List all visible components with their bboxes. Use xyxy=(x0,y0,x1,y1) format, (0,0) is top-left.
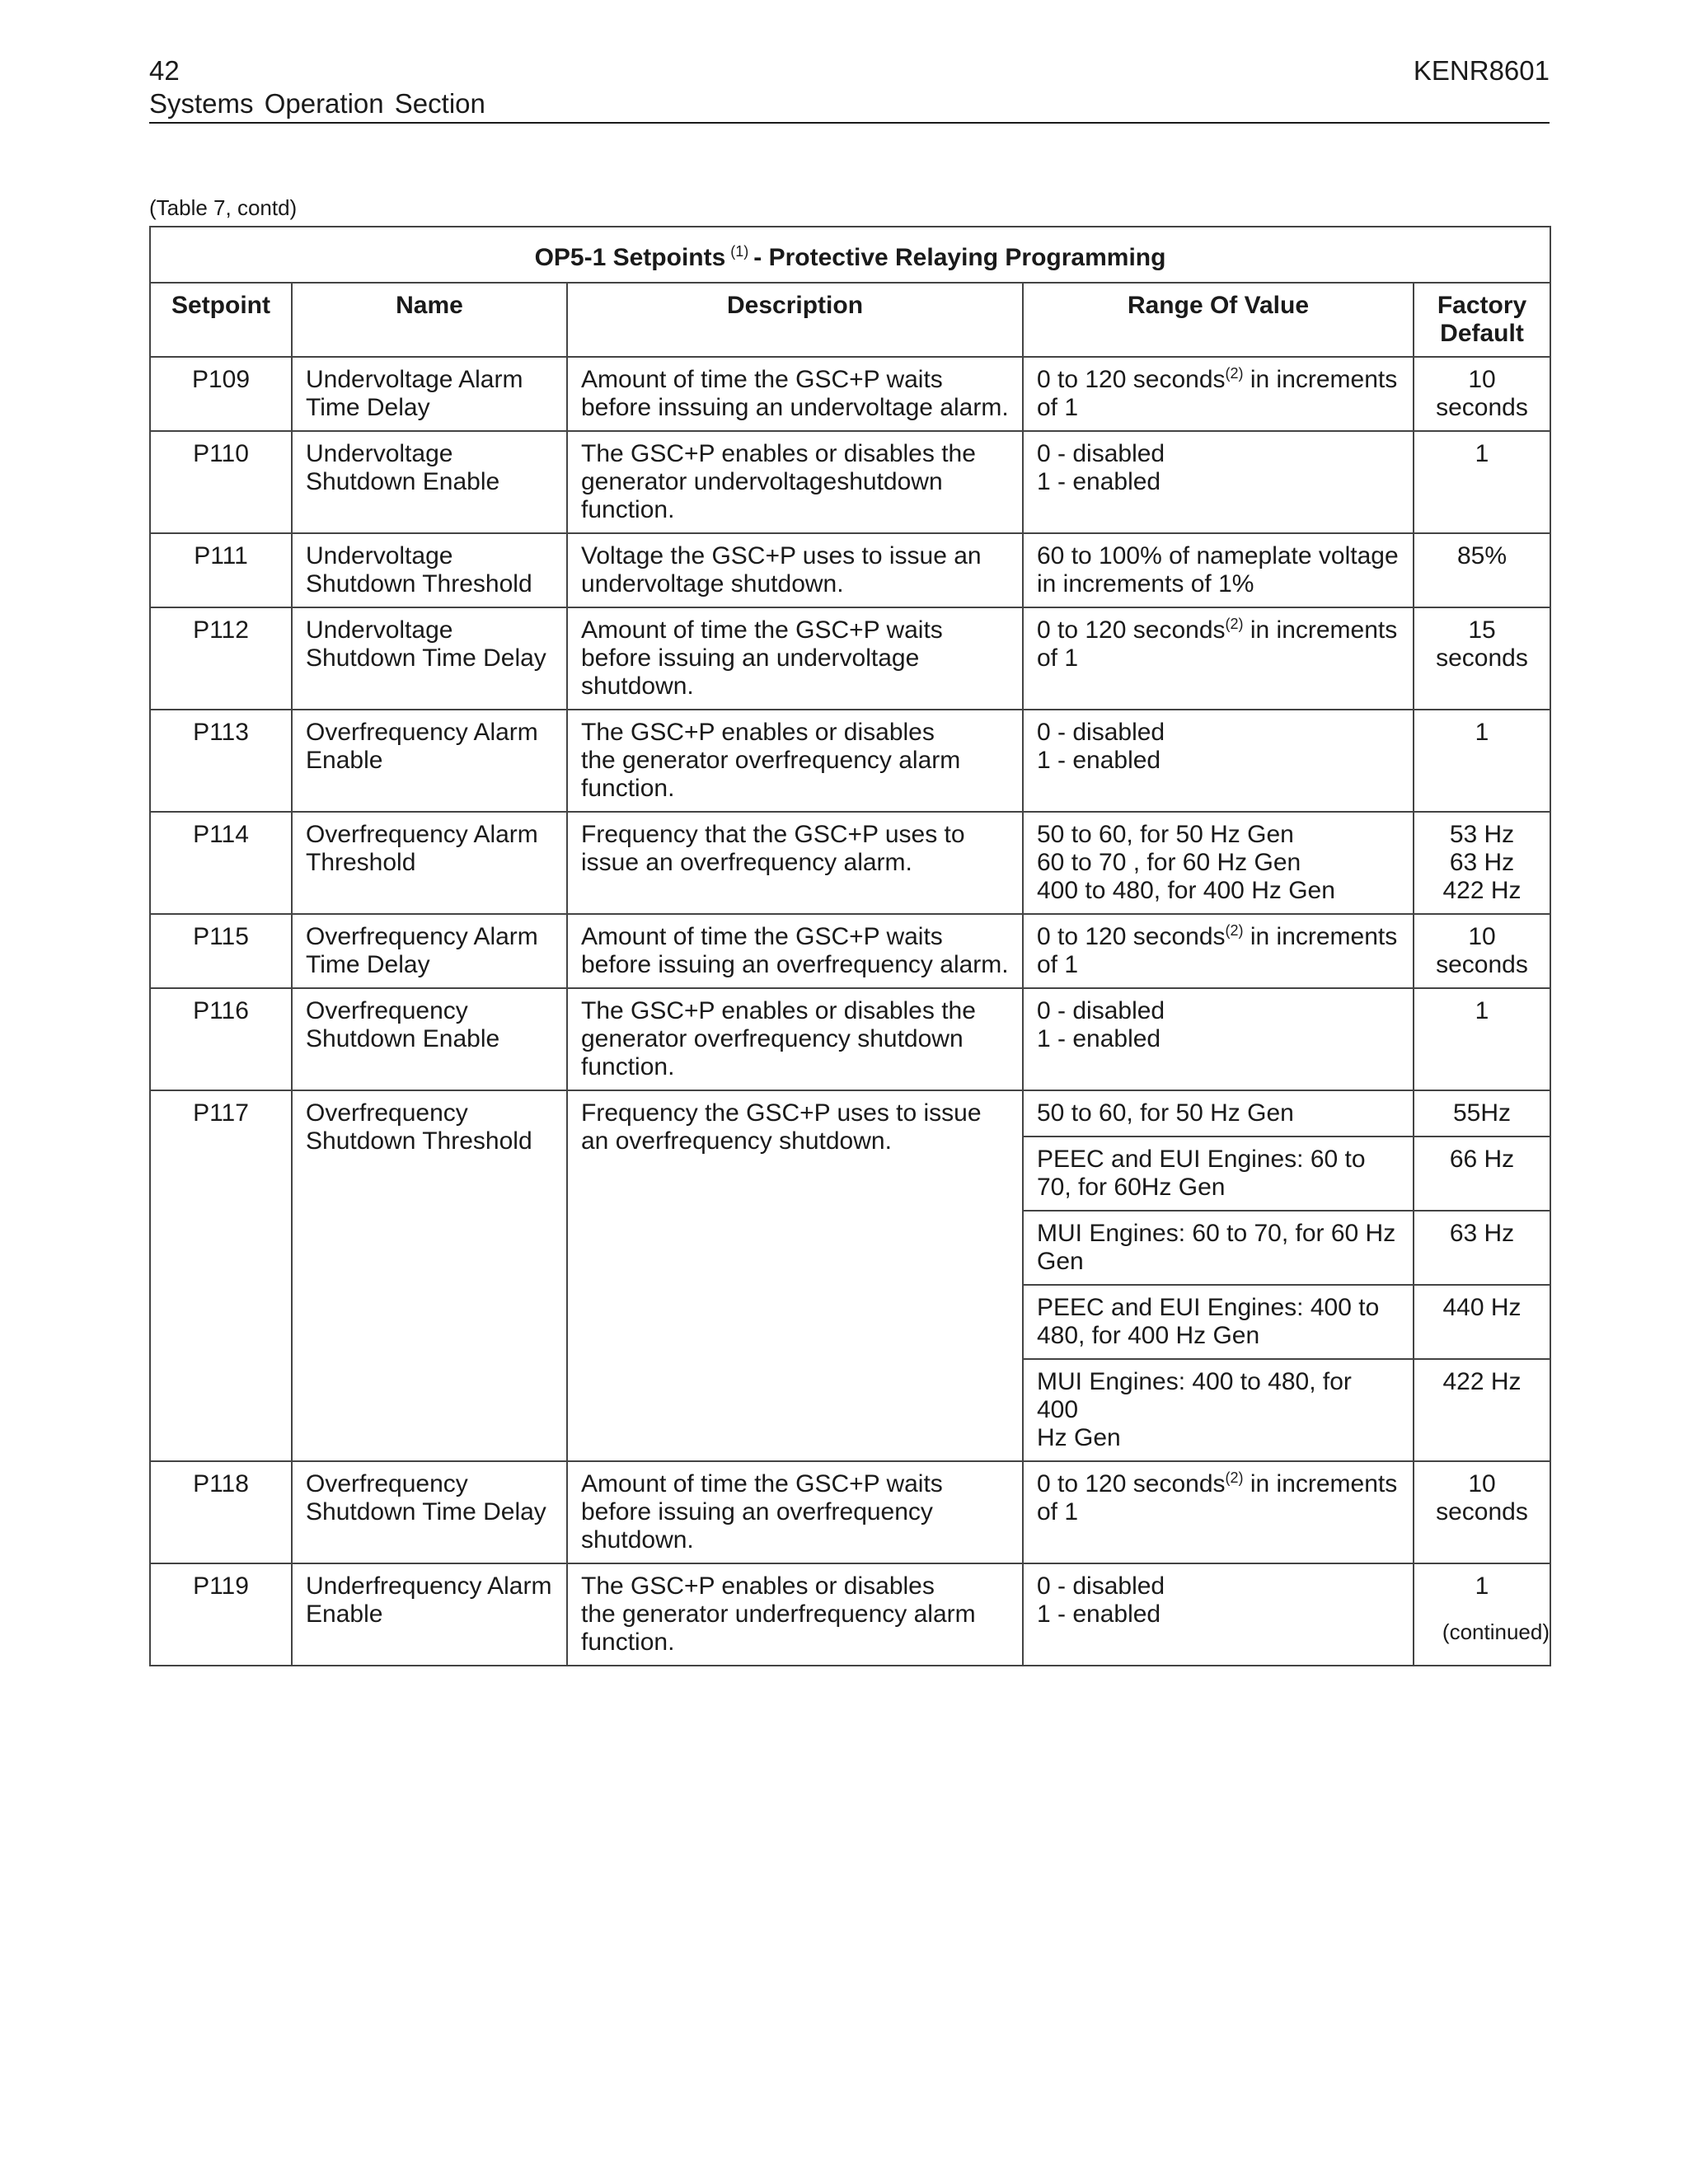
description-cell: Frequency that the GSC+P uses to issue an overfrequency alarm. xyxy=(567,812,1023,914)
table-row xyxy=(150,431,1550,533)
range-cell: PEEC and EUI Engines: 60 to 70, for 60Hz Gen xyxy=(1023,1137,1414,1211)
setpoint-cell: P114 xyxy=(150,812,292,914)
default-cell: 10 seconds xyxy=(1414,357,1550,431)
range-cell: 50 to 60, for 50 Hz Gen xyxy=(1023,1090,1414,1137)
name-cell: Overfrequency Shutdown Threshold xyxy=(292,1090,567,1461)
header-rule xyxy=(149,122,1550,124)
range-cell: 0 to 120 seconds$^{(2)}$ in increments of 1 xyxy=(1023,357,1414,431)
table-row xyxy=(150,1461,1550,1563)
name-cell: Overfrequency Alarm Time Delay xyxy=(292,914,567,988)
name-cell: Underfrequency Alarm Enable xyxy=(292,1563,567,1666)
document-id: KENR8601 xyxy=(1413,55,1550,86)
section-title: Systems Operation Section xyxy=(149,88,485,119)
default-cell: 55Hz xyxy=(1414,1090,1550,1137)
name-cell: Undervoltage Shutdown Threshold xyxy=(292,533,567,607)
table-title: OP5-1 Setpoints $^{(1)}$ - Protective Relaying Programming xyxy=(150,227,1550,283)
col-header-range: Range Of Value xyxy=(1023,283,1414,357)
setpoint-cell: P112 xyxy=(150,607,292,710)
col-header-description: Description xyxy=(567,283,1023,357)
col-header-default: Factory Default xyxy=(1414,283,1550,357)
table-row xyxy=(150,914,1550,988)
name-cell: Overfrequency Alarm Enable xyxy=(292,710,567,812)
setpoints-table xyxy=(149,226,1551,1666)
table-row xyxy=(150,607,1550,710)
range-cell: MUI Engines: 400 to 480, for 400 Hz Gen xyxy=(1023,1359,1414,1461)
name-cell: Overfrequency Alarm Threshold xyxy=(292,812,567,914)
default-cell: 10 seconds xyxy=(1414,1461,1550,1563)
setpoint-cell: P115 xyxy=(150,914,292,988)
table-row xyxy=(150,1090,1550,1137)
range-cell: 0 - disabled 1 - enabled xyxy=(1023,1563,1414,1666)
table-row xyxy=(150,988,1550,1090)
description-cell: The GSC+P enables or disables the generator overfrequency shutdown function. xyxy=(567,988,1023,1090)
footnote-ref: (1) xyxy=(730,243,749,260)
default-cell: 440 Hz xyxy=(1414,1285,1550,1359)
default-cell: 1 xyxy=(1414,988,1550,1090)
table-row xyxy=(150,812,1550,914)
page-header xyxy=(149,54,1550,120)
range-cell: 0 - disabled 1 - enabled xyxy=(1023,431,1414,533)
default-cell: 66 Hz xyxy=(1414,1137,1550,1211)
table-row xyxy=(150,1563,1550,1666)
range-cell: 0 to 120 seconds$^{(2)}$ in increments of 1 xyxy=(1023,607,1414,710)
setpoint-cell: P111 xyxy=(150,533,292,607)
description-cell: The GSC+P enables or disables the generator undervoltageshutdown function. xyxy=(567,431,1023,533)
description-cell: Amount of time the GSC+P waits before issuing an undervoltage shutdown. xyxy=(567,607,1023,710)
setpoint-cell: P113 xyxy=(150,710,292,812)
continued-note: (continued) xyxy=(1442,1619,1550,1644)
setpoint-cell: P110 xyxy=(150,431,292,533)
range-cell: 0 to 120 seconds$^{(2)}$ in increments of 1 xyxy=(1023,914,1414,988)
table-row xyxy=(150,533,1550,607)
default-cell: 1 xyxy=(1414,431,1550,533)
default-cell: 53 Hz 63 Hz 422 Hz xyxy=(1414,812,1550,914)
range-cell: 60 to 100% of nameplate voltage in increments of 1% xyxy=(1023,533,1414,607)
description-cell: Amount of time the GSC+P waits before issuing an overfrequency shutdown. xyxy=(567,1461,1023,1563)
default-cell: 10 seconds xyxy=(1414,914,1550,988)
setpoint-cell: P117 xyxy=(150,1090,292,1461)
description-cell: The GSC+P enables or disables the generator overfrequency alarm function. xyxy=(567,710,1023,812)
description-cell: The GSC+P enables or disables the generator underfrequency alarm function. xyxy=(567,1563,1023,1666)
table-row xyxy=(150,710,1550,812)
range-cell: PEEC and EUI Engines: 400 to 480, for 400 Hz Gen xyxy=(1023,1285,1414,1359)
name-cell: Undervoltage Shutdown Enable xyxy=(292,431,567,533)
range-cell: MUI Engines: 60 to 70, for 60 Hz Gen xyxy=(1023,1211,1414,1285)
range-cell: 0 - disabled 1 - enabled xyxy=(1023,988,1414,1090)
name-cell: Undervoltage Alarm Time Delay xyxy=(292,357,567,431)
default-cell: 85% xyxy=(1414,533,1550,607)
name-cell: Undervoltage Shutdown Time Delay xyxy=(292,607,567,710)
col-header-setpoint: Setpoint xyxy=(150,283,292,357)
default-cell: 422 Hz xyxy=(1414,1359,1550,1461)
page-number: 42 xyxy=(149,55,180,86)
default-cell: 15 seconds xyxy=(1414,607,1550,710)
setpoint-cell: P118 xyxy=(150,1461,292,1563)
table-title-row xyxy=(150,227,1550,283)
column-header-row xyxy=(150,283,1550,357)
description-cell: Amount of time the GSC+P waits before issuing an overfrequency alarm. xyxy=(567,914,1023,988)
table-caption: (Table 7, contd) xyxy=(149,195,298,220)
range-cell: 0 to 120 seconds$^{(2)}$ in increments of 1 xyxy=(1023,1461,1414,1563)
name-cell: Overfrequency Shutdown Enable xyxy=(292,988,567,1090)
setpoint-cell: P116 xyxy=(150,988,292,1090)
setpoint-cell: P119 xyxy=(150,1563,292,1666)
table-row xyxy=(150,357,1550,431)
setpoint-cell: P109 xyxy=(150,357,292,431)
default-cell: 63 Hz xyxy=(1414,1211,1550,1285)
range-cell: 50 to 60, for 50 Hz Gen 60 to 70 , for 60 Hz Gen 400 to 480, for 400 Hz Gen xyxy=(1023,812,1414,914)
default-cell: 1 xyxy=(1414,1563,1550,1666)
description-cell: Frequency the GSC+P uses to issue an overfrequency shutdown. xyxy=(567,1090,1023,1461)
description-cell: Amount of time the GSC+P waits before inssuing an undervoltage alarm. xyxy=(567,357,1023,431)
name-cell: Overfrequency Shutdown Time Delay xyxy=(292,1461,567,1563)
range-cell: 0 - disabled 1 - enabled xyxy=(1023,710,1414,812)
col-header-name: Name xyxy=(292,283,567,357)
description-cell: Voltage the GSC+P uses to issue an undervoltage shutdown. xyxy=(567,533,1023,607)
default-cell: 1 xyxy=(1414,710,1550,812)
